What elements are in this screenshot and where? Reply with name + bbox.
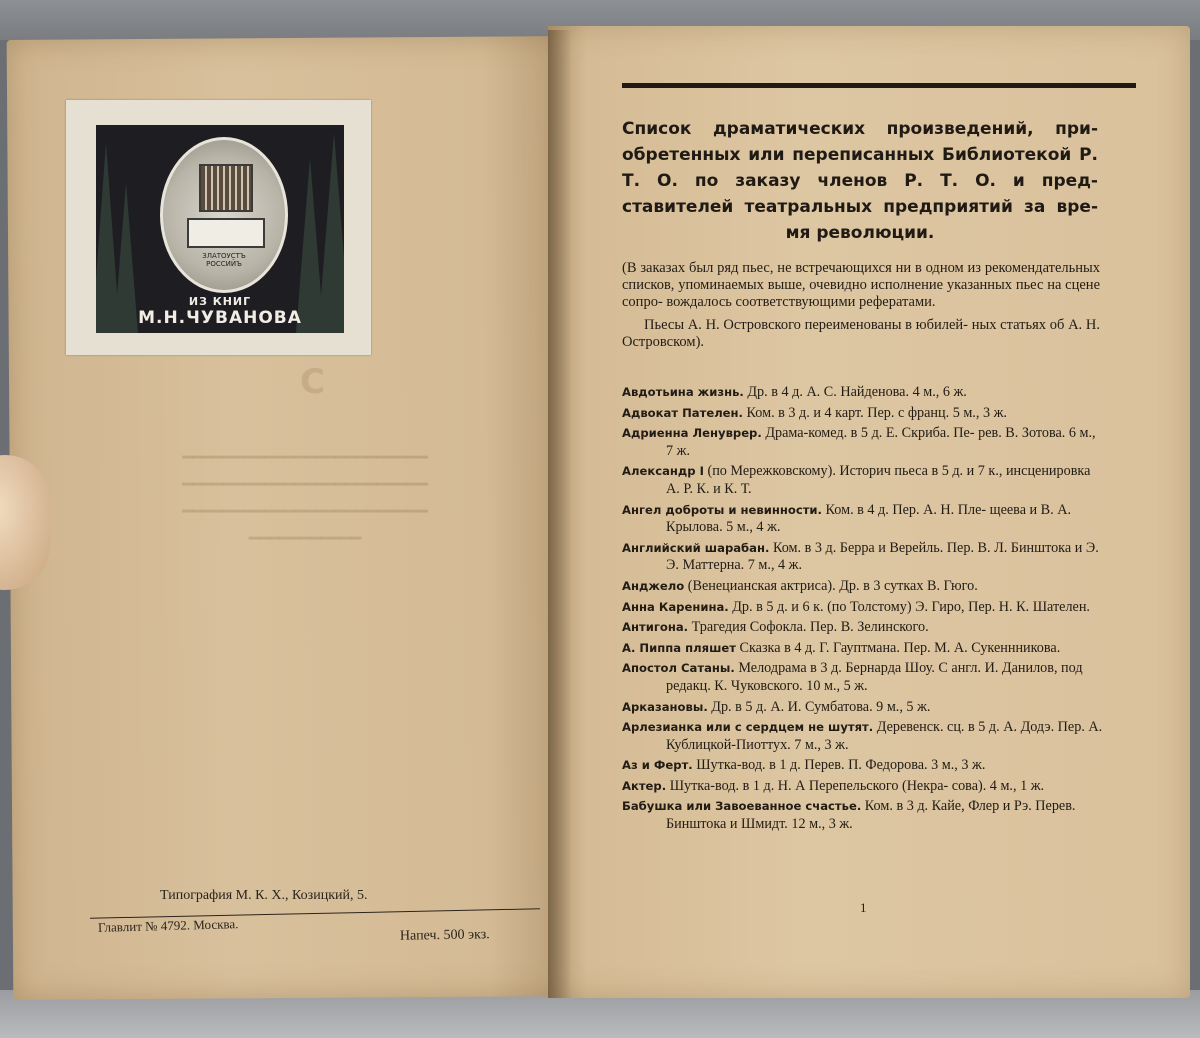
- list-item: [622, 757, 1106, 775]
- imprint-glavlit: Главлит № 4792. Москва.: [97, 916, 239, 935]
- page-heading: Список драматических произведений, при- обретенных или переписанных Библиотекой Р. Т. О. по заказу членов Р. Т. О. и пред- ставителей театральных предприятий за вре- мя революции.: [622, 119, 1098, 243]
- show-through-mark: С: [300, 362, 325, 402]
- entry-text: Драма-комед. в 5 д. Е. Скриба. Пе- рев. В. Зотова. 6 м., 7 ж.: [666, 425, 1096, 459]
- list-item: [622, 599, 1106, 617]
- page-number: 1: [860, 900, 867, 915]
- entry-title: Бабушка или Завоеванное счастье.: [622, 799, 862, 814]
- list-item: [622, 578, 1106, 596]
- entry-text: Др. в 4 д. А. С. Найденова. 4 м., 6 ж.: [747, 384, 967, 400]
- entry-text: Ком. в 3 д. Кайе, Флер и Рэ. Перев. Бинштока и Шмидт. 12 м., 3 ж.: [666, 798, 1076, 833]
- list-item: [622, 425, 1106, 460]
- preface-paragraph-2: Пьесы А. Н. Островского переименованы в юбилей- ных статьях об А. Н. Островском).: [622, 317, 1100, 350]
- entry-text: Деревенск. сц. в 5 д. А. Додэ. Пер. А. Кублицкой-Пиоттух. 7 м., 3 ж.: [666, 719, 1103, 753]
- entry-text: Ком. в 3 д. и 4 карт. Пер. с франц. 5 м., 3 ж.: [746, 404, 1007, 421]
- book-spine: [548, 30, 572, 998]
- entry-title: Аз и Ферт.: [622, 758, 693, 773]
- entry-title: Александр I: [622, 464, 704, 479]
- entry-text: Мелодрама в 3 д. Бернарда Шоу. С англ. И. Данилов, под редакц. К. Чуковского. 10 м., 5 ж.: [666, 660, 1083, 694]
- entry-title: Адриенна Ленуврер.: [622, 426, 762, 441]
- entry-list: [622, 384, 1106, 837]
- header-rule: [622, 83, 1136, 88]
- bookplate-caption-line1: ИЗ КНИГ: [188, 295, 252, 308]
- entry-title: Адвокат Пателен.: [622, 405, 743, 420]
- list-item: [622, 778, 1106, 796]
- list-item: [622, 798, 1106, 833]
- ex-libris-sticker: [66, 100, 371, 355]
- entry-title: Антигона.: [622, 620, 689, 635]
- entry-title: А. Пиппа пляшет: [622, 640, 736, 655]
- bookplate-owner-name: М.Н.ЧУВАНОВА: [138, 308, 302, 328]
- bookplate-image: [96, 125, 344, 333]
- bookplate-banner: ЗЛАТОУСТЪ РОССИЙЪ: [202, 252, 246, 268]
- entry-title: Апостол Сатаны.: [622, 661, 735, 676]
- list-item: [622, 463, 1106, 498]
- show-through-text: ━━━━━━━━━━━━━━━━━━━━━━━━ ━━━━━━━━━━━━━━━━━━━━━━━━ ━━━━━━━━━━━━━━━━━━━━━━━━ ━━━━━━━━━━━: [182, 448, 428, 549]
- bookplate-medallion: [160, 137, 288, 293]
- entry-text: Др. в 5 д. и 6 к. (по Толстому) Э. Гиро, Пер. Н. К. Шателен.: [732, 598, 1090, 615]
- entry-text: Ком. в 4 д. Пер. А. Н. Пле- щеева и В. А. Крылова. 5 м., 4 ж.: [666, 501, 1072, 536]
- imprint-typography: Типография М. К. Х., Козицкий, 5.: [160, 888, 368, 903]
- list-item: [622, 619, 1106, 637]
- entry-title: Актер.: [622, 778, 667, 793]
- entry-text: (по Мережковскому). Историч пьеса в 5 д. и 7 к., инсценировка А. Р. К. и К. Т.: [666, 463, 1091, 497]
- entry-title: Анна Каренина.: [622, 599, 729, 614]
- list-item: [622, 699, 1106, 717]
- entry-text: Трагедия Софокла. Пер. В. Зелинского.: [691, 619, 929, 636]
- list-item: [622, 405, 1106, 423]
- entry-text: Шутка-вод. в 1 д. Перев. П. Федорова. 3 м., 3 ж.: [696, 757, 986, 774]
- entry-text: Шутка-вод. в 1 д. Н. А Перепельского (Некра- сова). 4 м., 1 ж.: [669, 777, 1045, 794]
- list-item: [622, 640, 1106, 658]
- preface: [622, 260, 1100, 351]
- entry-title: Арлезианка или с сердцем не шутят.: [622, 720, 874, 735]
- list-item: [622, 719, 1106, 754]
- entry-title: Ангел доброты и невинности.: [622, 502, 822, 517]
- entry-title: Анджело: [622, 578, 685, 593]
- list-item: [622, 502, 1106, 537]
- bookshelf-illustration: [199, 164, 253, 212]
- open-book-illustration: [187, 218, 265, 248]
- list-item: [622, 660, 1106, 695]
- entry-title: Авдотьина жизнь.: [622, 385, 744, 399]
- list-item: [622, 384, 1106, 402]
- entry-title: Английский шарабан.: [622, 540, 770, 555]
- preface-paragraph-1: (В заказах был ряд пьес, не встречающихся ни в одном из рекомендательных списков, упоминаемых выше, очевидно исполнение указанных пьес на сцене сопро- вождалось соответствующими рефератами.: [622, 260, 1100, 310]
- entry-text: Сказка в 4 д. Г. Гауптмана. Пер. М. А. Сукеннникова.: [739, 639, 1061, 656]
- entry-title: Арказановы.: [622, 699, 708, 714]
- entry-text: (Венецианская актриса). Др. в 3 сутках В. Гюго.: [687, 577, 978, 594]
- imprint-print-run: Напеч. 500 экз.: [399, 927, 490, 944]
- entry-text: Др. в 5 д. А. И. Сумбатова. 9 м., 5 ж.: [711, 698, 931, 715]
- entry-text: Ком. в 3 д. Берра и Верейль. Пер. В. Л. Бинштока и Э. Э. Маттерна. 7 м., 4 ж.: [666, 539, 1099, 574]
- list-item: [622, 540, 1106, 575]
- holding-finger: [0, 455, 50, 590]
